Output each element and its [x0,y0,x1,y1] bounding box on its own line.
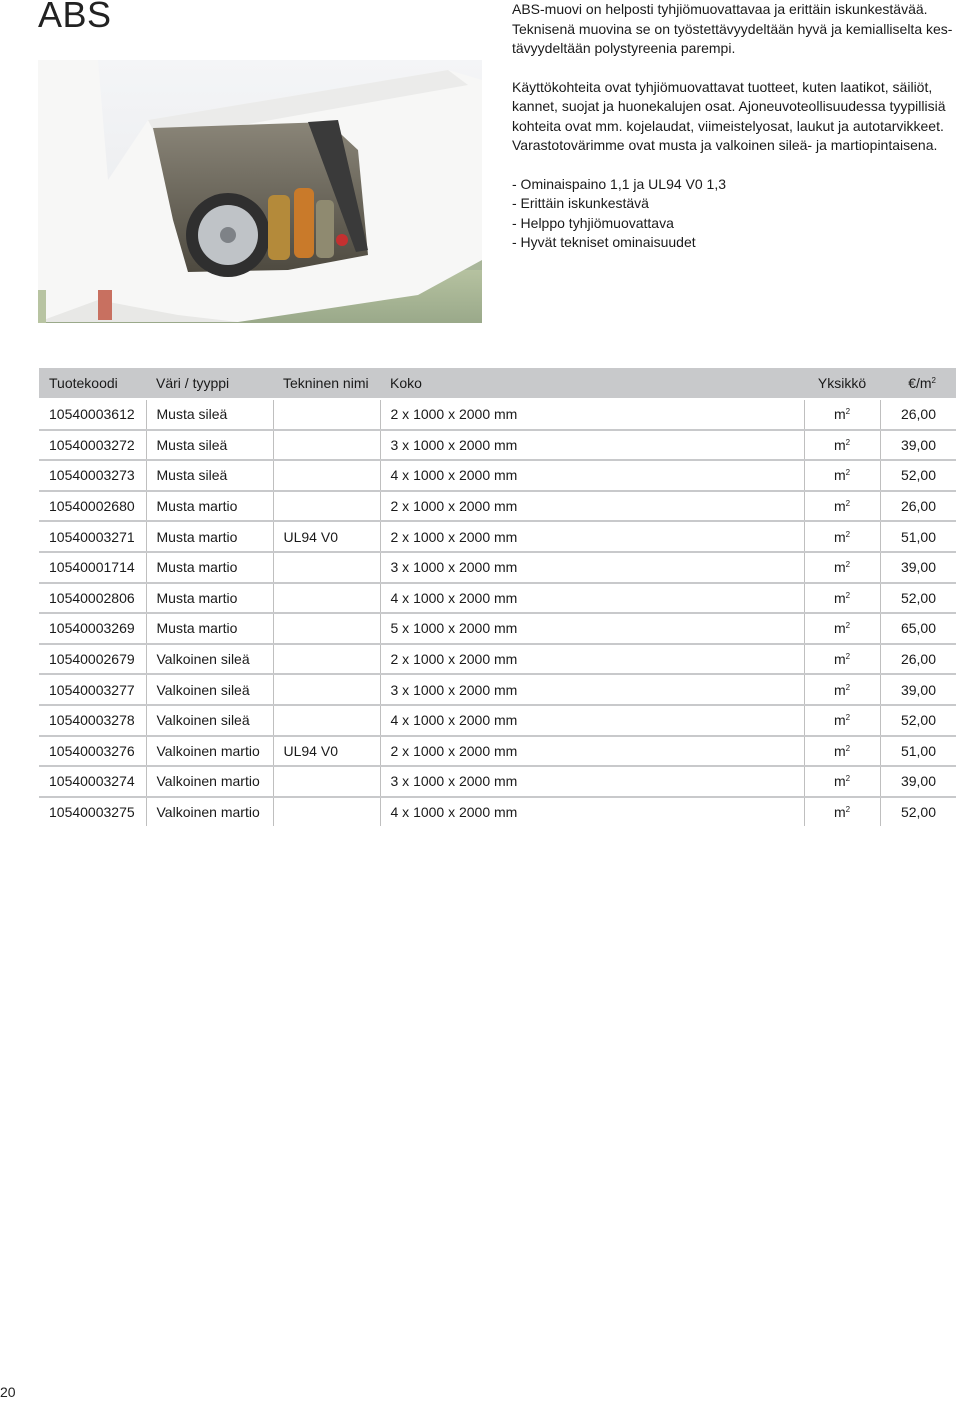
cell-color: Musta martio [146,491,273,522]
cell-tech [273,552,380,583]
feature-item: - Helppo tyhjiömuovattava [512,214,674,231]
cell-unit: $m^2$ [804,674,880,705]
cell-size: 4 x 1000 x 2000 mm [380,797,804,827]
header-color: Väri / tyyppi [146,368,273,399]
cell-color: Valkoinen martio [146,736,273,767]
cell-code: 10540003612 [39,399,146,430]
table-row [39,521,956,552]
cell-price: 39,00 [880,766,956,797]
header-code: Tuotekoodi [39,368,146,399]
cell-code: 10540003276 [39,736,146,767]
cell-color: Musta sileä [146,460,273,491]
cell-unit: $m^2$ [804,705,880,736]
cell-code: 10540002679 [39,644,146,675]
cell-unit: $m^2$ [804,491,880,522]
intro-text [512,0,952,253]
cell-code: 10540003271 [39,521,146,552]
page-number: 20 [0,1384,16,1400]
cell-color: Musta martio [146,521,273,552]
cell-size: 2 x 1000 x 2000 mm [380,736,804,767]
table-header-row [39,368,956,399]
cell-code: 10540003275 [39,797,146,827]
cell-code: 10540002806 [39,583,146,614]
cell-unit: $m^2$ [804,521,880,552]
cell-price: 39,00 [880,674,956,705]
feature-item: - Ominaispaino 1,1 ja UL94 V0 1,3 [512,175,727,192]
cell-code: 10540002680 [39,491,146,522]
intro-line: ABS-muovi on helposti tyhjiömuovattavaa ja erittäin iskunkestävää. [512,1,928,17]
cell-color: Valkoinen sileä [146,644,273,675]
cell-color: Valkoinen sileä [146,674,273,705]
cell-price: 65,00 [880,613,956,644]
cell-color: Musta sileä [146,430,273,461]
header-tech: Tekninen nimi [273,368,380,399]
cell-tech [273,644,380,675]
cell-price: 26,00 [880,644,956,675]
table-row [39,674,956,705]
cell-size: 2 x 1000 x 2000 mm [380,644,804,675]
cell-tech [273,430,380,461]
intro-paragraph-2 [512,78,952,156]
cell-unit: $m^2$ [804,430,880,461]
table-row [39,460,956,491]
cell-tech [273,583,380,614]
cell-color: Valkoinen martio [146,797,273,827]
intro-line: tävyydeltään polystyreenia parempi. [512,40,736,56]
table-row [39,491,956,522]
cell-color: Valkoinen sileä [146,705,273,736]
cell-color: Musta martio [146,583,273,614]
table-row [39,736,956,767]
cell-price: 51,00 [880,736,956,767]
table-row [39,766,956,797]
cell-unit: $m^2$ [804,460,880,491]
intro-line: kannet, suojat ja huonekalujen osat. Ajoneuvoteollisuudessa tyypillisiä [512,98,946,114]
page-title: ABS [38,0,112,35]
product-photo-car-trunk [38,60,482,323]
cell-color: Musta martio [146,552,273,583]
cell-tech: UL94 V0 [273,521,380,552]
table-row [39,552,956,583]
cell-color: Musta sileä [146,399,273,430]
cell-unit: $m^2$ [804,399,880,430]
cell-tech [273,399,380,430]
cell-size: 4 x 1000 x 2000 mm [380,705,804,736]
cell-price: 39,00 [880,552,956,583]
cell-color: Musta martio [146,613,273,644]
cell-price: 39,00 [880,430,956,461]
cell-code: 10540003277 [39,674,146,705]
cell-unit: $m^2$ [804,552,880,583]
cell-price: 52,00 [880,583,956,614]
cell-code: 10540003278 [39,705,146,736]
intro-line: kohteita ovat mm. kojelaudat, viimeistelyosat, laukut ja autotarvikkeet. [512,117,944,134]
cell-size: 3 x 1000 x 2000 mm [380,552,804,583]
header-price: $€/m^2$ [880,368,956,399]
cell-price: 26,00 [880,399,956,430]
cell-unit: $m^2$ [804,766,880,797]
cell-tech: UL94 V0 [273,736,380,767]
feature-item: - Hyvät tekniset ominaisuudet [512,234,696,250]
cell-code: 10540003269 [39,613,146,644]
intro-line: Käyttökohteita ovat tyhjiömuovattavat tuotteet, kuten laatikot, säiliöt, [512,78,933,95]
cell-size: 2 x 1000 x 2000 mm [380,399,804,430]
intro-paragraph-1 [512,0,952,59]
cell-unit: $m^2$ [804,613,880,644]
cell-price: 51,00 [880,521,956,552]
cell-unit: $m^2$ [804,797,880,827]
cell-size: 5 x 1000 x 2000 mm [380,613,804,644]
cell-tech [273,766,380,797]
cell-color: Valkoinen martio [146,766,273,797]
header-size: Koko [380,368,804,399]
cell-price: 52,00 [880,460,956,491]
intro-line: Varastotovärimme ovat musta ja valkoinen sileä- ja martiopintaisena. [512,137,938,153]
cell-size: 2 x 1000 x 2000 mm [380,521,804,552]
cell-size: 3 x 1000 x 2000 mm [380,766,804,797]
product-table [39,368,956,826]
cell-unit: $m^2$ [804,736,880,767]
table-row [39,644,956,675]
feature-item: - Erittäin iskunkestävä [512,195,649,211]
cell-code: 10540003273 [39,460,146,491]
cell-size: 2 x 1000 x 2000 mm [380,491,804,522]
table-body [39,399,956,826]
cell-size: 4 x 1000 x 2000 mm [380,460,804,491]
header-unit: Yksikkö [804,368,880,399]
table-row [39,797,956,827]
cell-price: 52,00 [880,705,956,736]
table-row [39,583,956,614]
cell-tech [273,705,380,736]
cell-code: 10540003272 [39,430,146,461]
cell-size: 3 x 1000 x 2000 mm [380,674,804,705]
cell-size: 3 x 1000 x 2000 mm [380,430,804,461]
cell-unit: $m^2$ [804,644,880,675]
table-row [39,430,956,461]
feature-list [512,175,952,253]
intro-line: Teknisenä muovina se on työstettävyydeltään hyvä ja kemialliselta kes- [512,20,953,37]
cell-price: 52,00 [900,804,936,821]
table-row [39,613,956,644]
cell-price: 26,00 [880,491,956,522]
table-row [39,399,956,430]
cell-tech [273,460,380,491]
cell-unit: $m^2$ [804,583,880,614]
cell-size: 4 x 1000 x 2000 mm [380,583,804,614]
table-row [39,705,956,736]
cell-tech [273,491,380,522]
cell-code: 10540003274 [39,766,146,797]
cell-code: 10540001714 [39,552,146,583]
cell-tech [273,797,380,827]
cell-tech [273,613,380,644]
cell-tech [273,674,380,705]
